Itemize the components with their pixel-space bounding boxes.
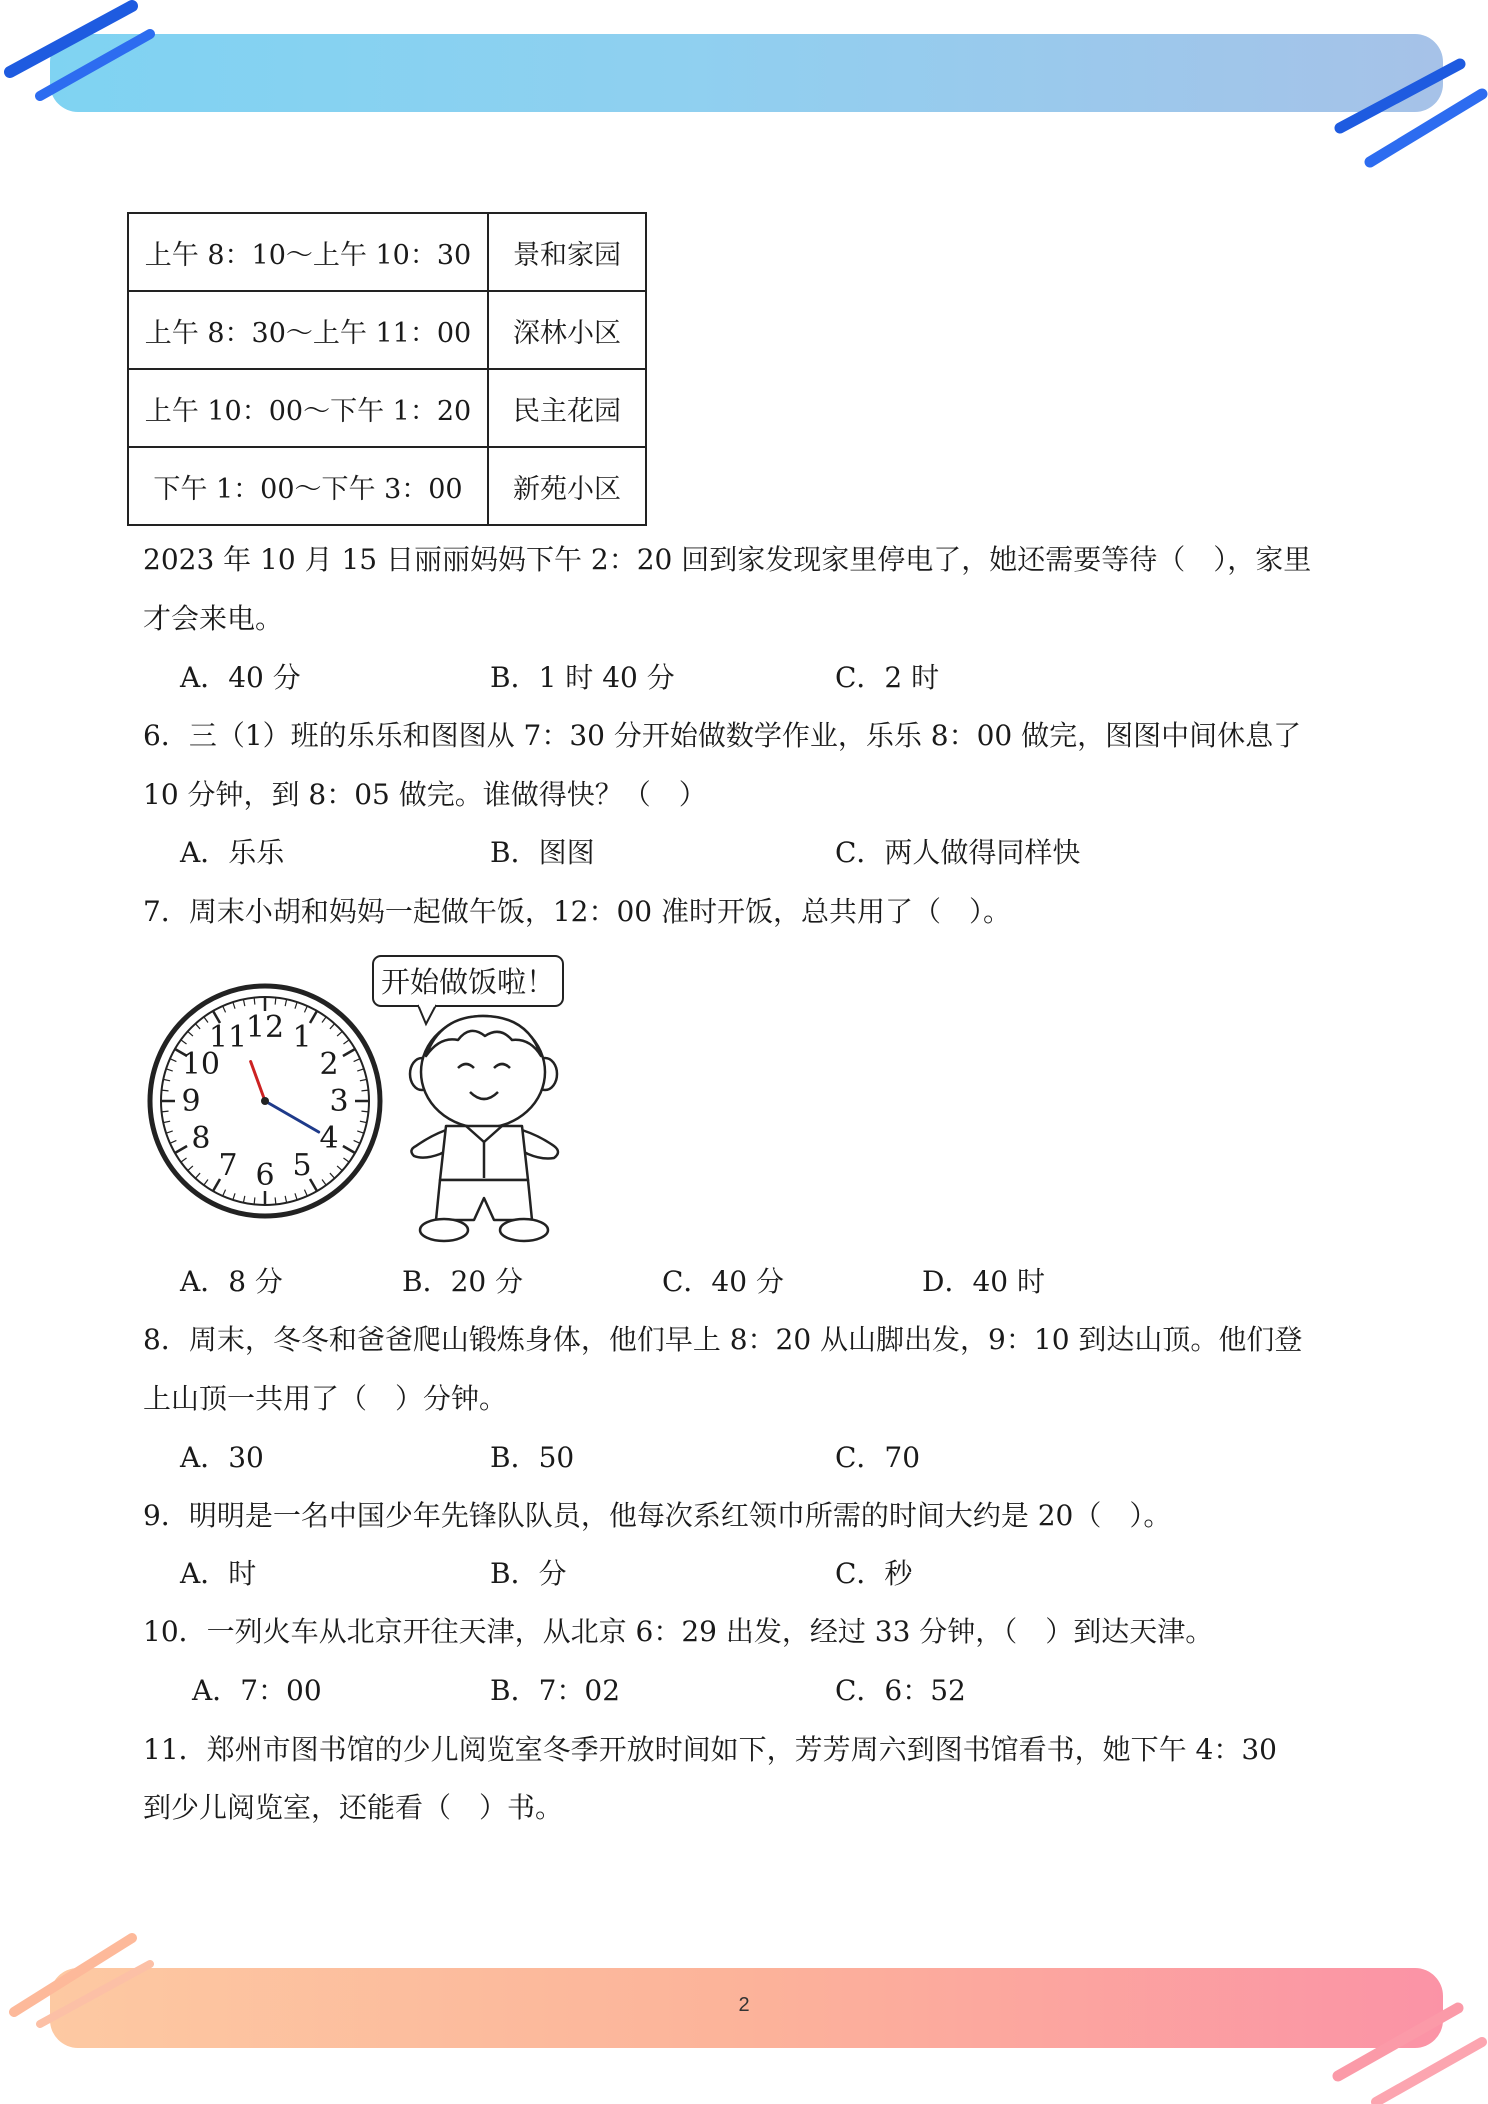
q10-option-b: B．7：02: [490, 1674, 621, 1707]
clock-numeral: 8: [191, 1121, 211, 1156]
clock-numeral: 12: [245, 1010, 285, 1045]
q6-option-b: B．图图: [490, 836, 595, 869]
q5-option-c: C．2 时: [835, 661, 940, 694]
table-row: [128, 291, 646, 369]
q7-text-line1: 7．周末小胡和妈妈一起做午饭，12：00 准时开饭，总共用了（ ）。: [143, 895, 1011, 928]
q8-text-line2: 上山顶一共用了（ ）分钟。: [143, 1382, 508, 1415]
table-cell-time: 上午 8：30～上午 11：00: [128, 291, 488, 369]
speech-bubble: [373, 956, 563, 1024]
table-cell-time: 上午 10：00～下午 1：20: [128, 369, 488, 447]
clock-numeral: 5: [292, 1148, 312, 1184]
q7-option-b: B．20 分: [402, 1265, 524, 1298]
clock-numeral: 4: [319, 1121, 339, 1156]
table-cell-place: 民主花园: [488, 369, 646, 447]
clock-numeral: 11: [208, 1019, 248, 1055]
clock-numeral: 9: [181, 1084, 201, 1119]
clock-and-boy-figure: [140, 950, 580, 1250]
q6-option-c: C．两人做得同样快: [835, 836, 1081, 869]
clock-numeral: 1: [292, 1019, 312, 1055]
clock-numeral: 7: [218, 1148, 238, 1184]
q11-text-line2: 到少儿阅览室，还能看（ ）书。: [143, 1791, 564, 1824]
table-row: [128, 447, 646, 525]
q8-option-c: C．70: [835, 1441, 921, 1474]
table-cell-place: 景和家园: [488, 213, 646, 291]
clock-icon: [150, 986, 380, 1216]
header-stripes-right: [1320, 50, 1488, 180]
q9-option-a: A．时: [180, 1557, 257, 1590]
q5-option-b: B．1 时 40 分: [490, 661, 675, 694]
q9-text-line1: 9．明明是一名中国少年先锋队队员，他每次系红领巾所需的时间大约是 20（ ）。: [143, 1499, 1172, 1532]
q6-option-a: A．乐乐: [180, 836, 285, 869]
table-cell-place: 深林小区: [488, 291, 646, 369]
clock-tick: [275, 1197, 276, 1204]
q10-option-a: A．7：00: [192, 1674, 322, 1707]
q7-option-c: C．40 分: [662, 1265, 784, 1298]
clock-tick: [275, 998, 276, 1005]
table-cell-time: 下午 1：00～下午 3：00: [128, 447, 488, 525]
clock-tick: [162, 1111, 169, 1112]
q10-text-line1: 10．一列火车从北京开往天津，从北京 6：29 出发，经过 33 分钟，（ ）到达天津。: [143, 1615, 1214, 1648]
table-cell-time: 上午 8：10～上午 10：30: [128, 213, 488, 291]
footer-stripes-left: [0, 1924, 170, 2034]
clock-numeral: 2: [319, 1047, 339, 1082]
q9-option-b: B．分: [490, 1557, 567, 1590]
clock-tick: [254, 1197, 255, 1204]
q8-option-b: B．50: [490, 1441, 575, 1474]
boy-illustration: [410, 1016, 558, 1241]
header-band: [50, 34, 1443, 112]
q5-text-line1: 2023 年 10 月 15 日丽丽妈妈下午 2：20 回到家发现家里停电了，她还需要等待（ ），家里: [143, 543, 1312, 576]
q10-option-c: C．6：52: [835, 1674, 966, 1707]
table-row: [128, 369, 646, 447]
q6-text-line2: 10 分钟，到 8：05 做完。谁做得快？（ ）: [143, 778, 707, 811]
page-number: 2: [738, 1994, 750, 2016]
clock-numeral: 3: [329, 1084, 349, 1119]
speech-text: 开始做饭啦！: [380, 965, 556, 999]
header-stripes-left: [0, 0, 170, 120]
clock-numeral: 10: [181, 1047, 221, 1082]
q8-option-a: A．30: [180, 1441, 264, 1474]
schedule-table: [127, 212, 647, 526]
q5-option-a: A．40 分: [180, 661, 301, 694]
q7-option-d: D．40 时: [922, 1265, 1045, 1298]
table-row: [128, 213, 646, 291]
clock-tick: [162, 1090, 169, 1091]
clock-numeral: 6: [255, 1158, 275, 1193]
q8-text-line1: 8．周末，冬冬和爸爸爬山锻炼身体，他们早上 8：20 从山脚出发，9：10 到达山顶。他们登: [143, 1323, 1303, 1356]
clock-tick: [254, 998, 255, 1005]
clock-tick: [361, 1090, 368, 1091]
q7-option-a: A．8 分: [180, 1265, 283, 1298]
q6-text-line1: 6．三（1）班的乐乐和图图从 7：30 分开始做数学作业，乐乐 8：00 做完，图图中间休息了: [143, 719, 1302, 752]
clock-tick: [361, 1111, 368, 1112]
q11-text-line1: 11．郑州市图书馆的少儿阅览室冬季开放时间如下，芳芳周六到图书馆看书，她下午 4：30: [143, 1733, 1277, 1766]
q5-text-line2: 才会来电。: [143, 602, 284, 635]
table-cell-place: 新苑小区: [488, 447, 646, 525]
q9-option-c: C．秒: [835, 1557, 913, 1590]
